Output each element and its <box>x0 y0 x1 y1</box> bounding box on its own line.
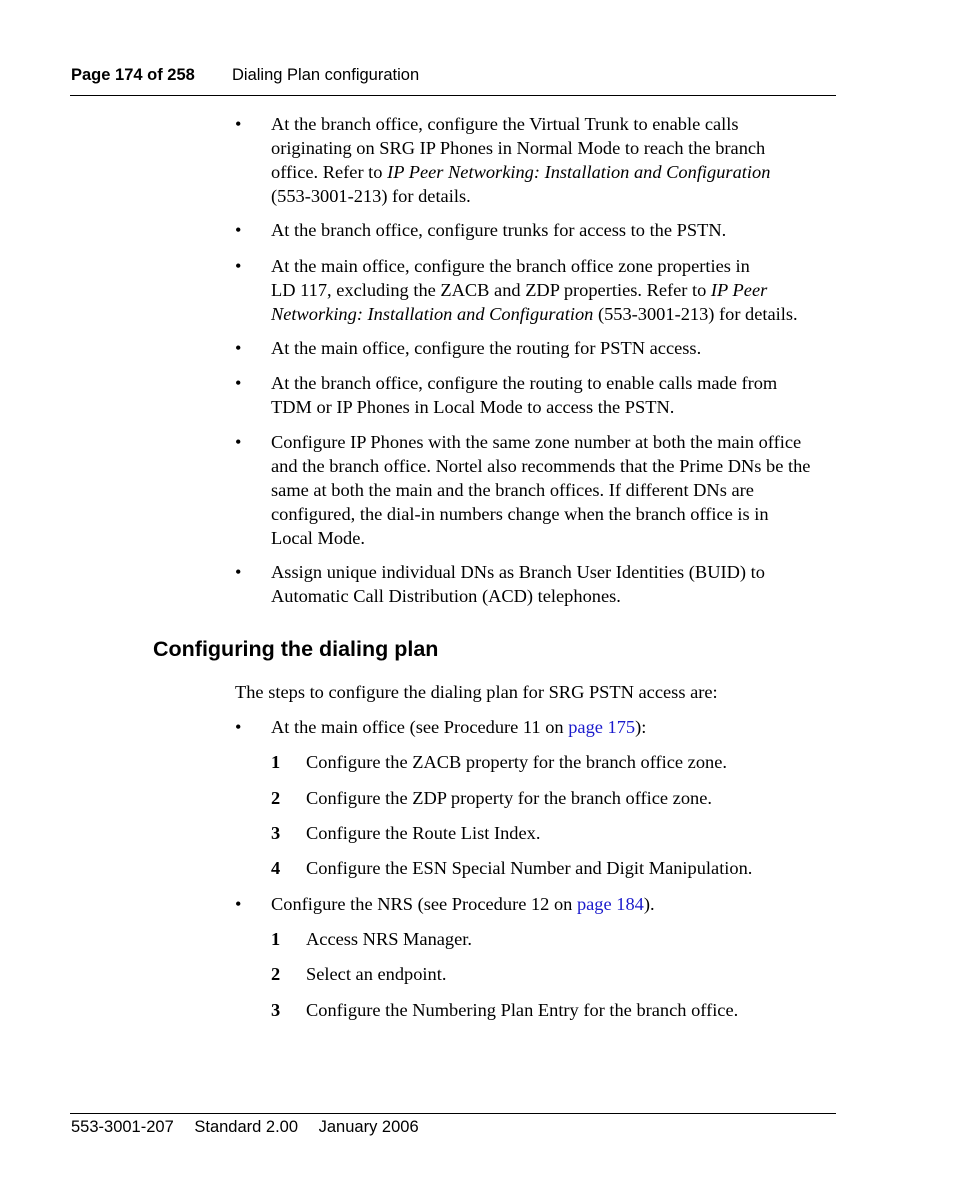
step-number: 4 <box>271 858 281 878</box>
bullet-6-line-5: Local Mode. <box>271 528 365 548</box>
publication-date: January 2006 <box>318 1118 419 1136</box>
bullet-icon: • <box>235 432 242 452</box>
bullet-icon: • <box>235 338 242 358</box>
step-text: Configure the Route List Index. <box>306 823 541 843</box>
step-number: 2 <box>271 788 281 808</box>
bullet-4-line-1: At the main office, configure the routing for PSTN access. <box>271 338 702 358</box>
bullet-icon: • <box>235 894 242 914</box>
bullet-icon: • <box>235 114 242 134</box>
bullet-6-line-1: Configure IP Phones with the same zone number at both the main office <box>271 432 802 452</box>
bullet-icon: • <box>235 373 242 393</box>
page-184-link[interactable]: page 184 <box>576 894 644 914</box>
bullet-7-line-1: Assign unique individual DNs as Branch User Identities (BUID) to <box>271 562 765 582</box>
bullet-5-line-2: TDM or IP Phones in Local Mode to access the PSTN. <box>271 397 675 417</box>
step-number: 3 <box>271 823 281 843</box>
step-text: Access NRS Manager. <box>306 929 472 949</box>
step-number: 1 <box>271 929 281 949</box>
header-rule <box>70 95 836 96</box>
bullet-6-line-2: and the branch office. Nortel also recommends that the Prime DNs be the <box>271 456 811 476</box>
main-office-item: At the main office (see Procedure 11 on page 175): <box>271 717 647 737</box>
doc-reference: IP Peer Networking: Installation and Configuration <box>387 162 771 182</box>
section-title: Dialing Plan configuration <box>232 66 420 84</box>
page-header <box>71 66 420 85</box>
bullet-1-line-2: originating on SRG IP Phones in Normal Mode to reach the branch <box>271 138 766 158</box>
bullet-3-line-3: Networking: Installation and Configuration (553-3001-213) for details. <box>271 304 798 324</box>
bullet-icon: • <box>235 562 242 582</box>
bullet-2-line-1: At the branch office, configure trunks for access to the PSTN. <box>271 220 727 240</box>
bullet-1-line-4: (553-3001-213) for details. <box>271 186 471 206</box>
bullet-icon: • <box>235 220 242 240</box>
bullet-5-line-1: At the branch office, configure the routing to enable calls made from <box>271 373 778 393</box>
bullet-icon: • <box>235 256 242 276</box>
doc-number: 553-3001-207 <box>71 1118 174 1136</box>
page-footer <box>71 1118 419 1137</box>
nrs-item: Configure the NRS (see Procedure 12 on page 184). <box>271 894 655 914</box>
doc-reference: IP Peer <box>710 280 768 300</box>
bullet-3-line-2: LD 117, excluding the ZACB and ZDP properties. Refer to IP Peer <box>271 280 768 300</box>
bullet-1-line-1: At the branch office, configure the Virtual Trunk to enable calls <box>271 114 739 134</box>
step-text: Select an endpoint. <box>306 964 447 984</box>
page-number: Page 174 of 258 <box>71 66 195 84</box>
step-text: Configure the Numbering Plan Entry for the branch office. <box>306 1000 739 1020</box>
section-intro: The steps to configure the dialing plan for SRG PSTN access are: <box>235 682 718 702</box>
step-text: Configure the ZACB property for the branch office zone. <box>306 752 727 772</box>
section-heading: Configuring the dialing plan <box>153 637 439 661</box>
bullet-1-line-3: office. Refer to IP Peer Networking: Installation and Configuration <box>271 162 771 182</box>
doc-reference: Networking: Installation and Configuration <box>271 304 594 324</box>
bullet-3-line-1: At the main office, configure the branch office zone properties in <box>271 256 750 276</box>
bullet-6-line-3: same at both the main and the branch offices. If different DNs are <box>271 480 754 500</box>
bullet-6-line-4: configured, the dial-in numbers change when the branch office is in <box>271 504 769 524</box>
step-number: 1 <box>271 752 281 772</box>
bullet-7-line-2: Automatic Call Distribution (ACD) telephones. <box>271 586 621 606</box>
bullet-icon: • <box>235 717 242 737</box>
step-text: Configure the ESN Special Number and Digit Manipulation. <box>306 858 753 878</box>
footer-rule <box>70 1113 836 1114</box>
page-175-link[interactable]: page 175 <box>568 717 636 737</box>
standard-label: Standard 2.00 <box>194 1118 299 1136</box>
step-number: 2 <box>271 964 281 984</box>
step-text: Configure the ZDP property for the branch office zone. <box>306 788 712 808</box>
step-number: 3 <box>271 1000 281 1020</box>
